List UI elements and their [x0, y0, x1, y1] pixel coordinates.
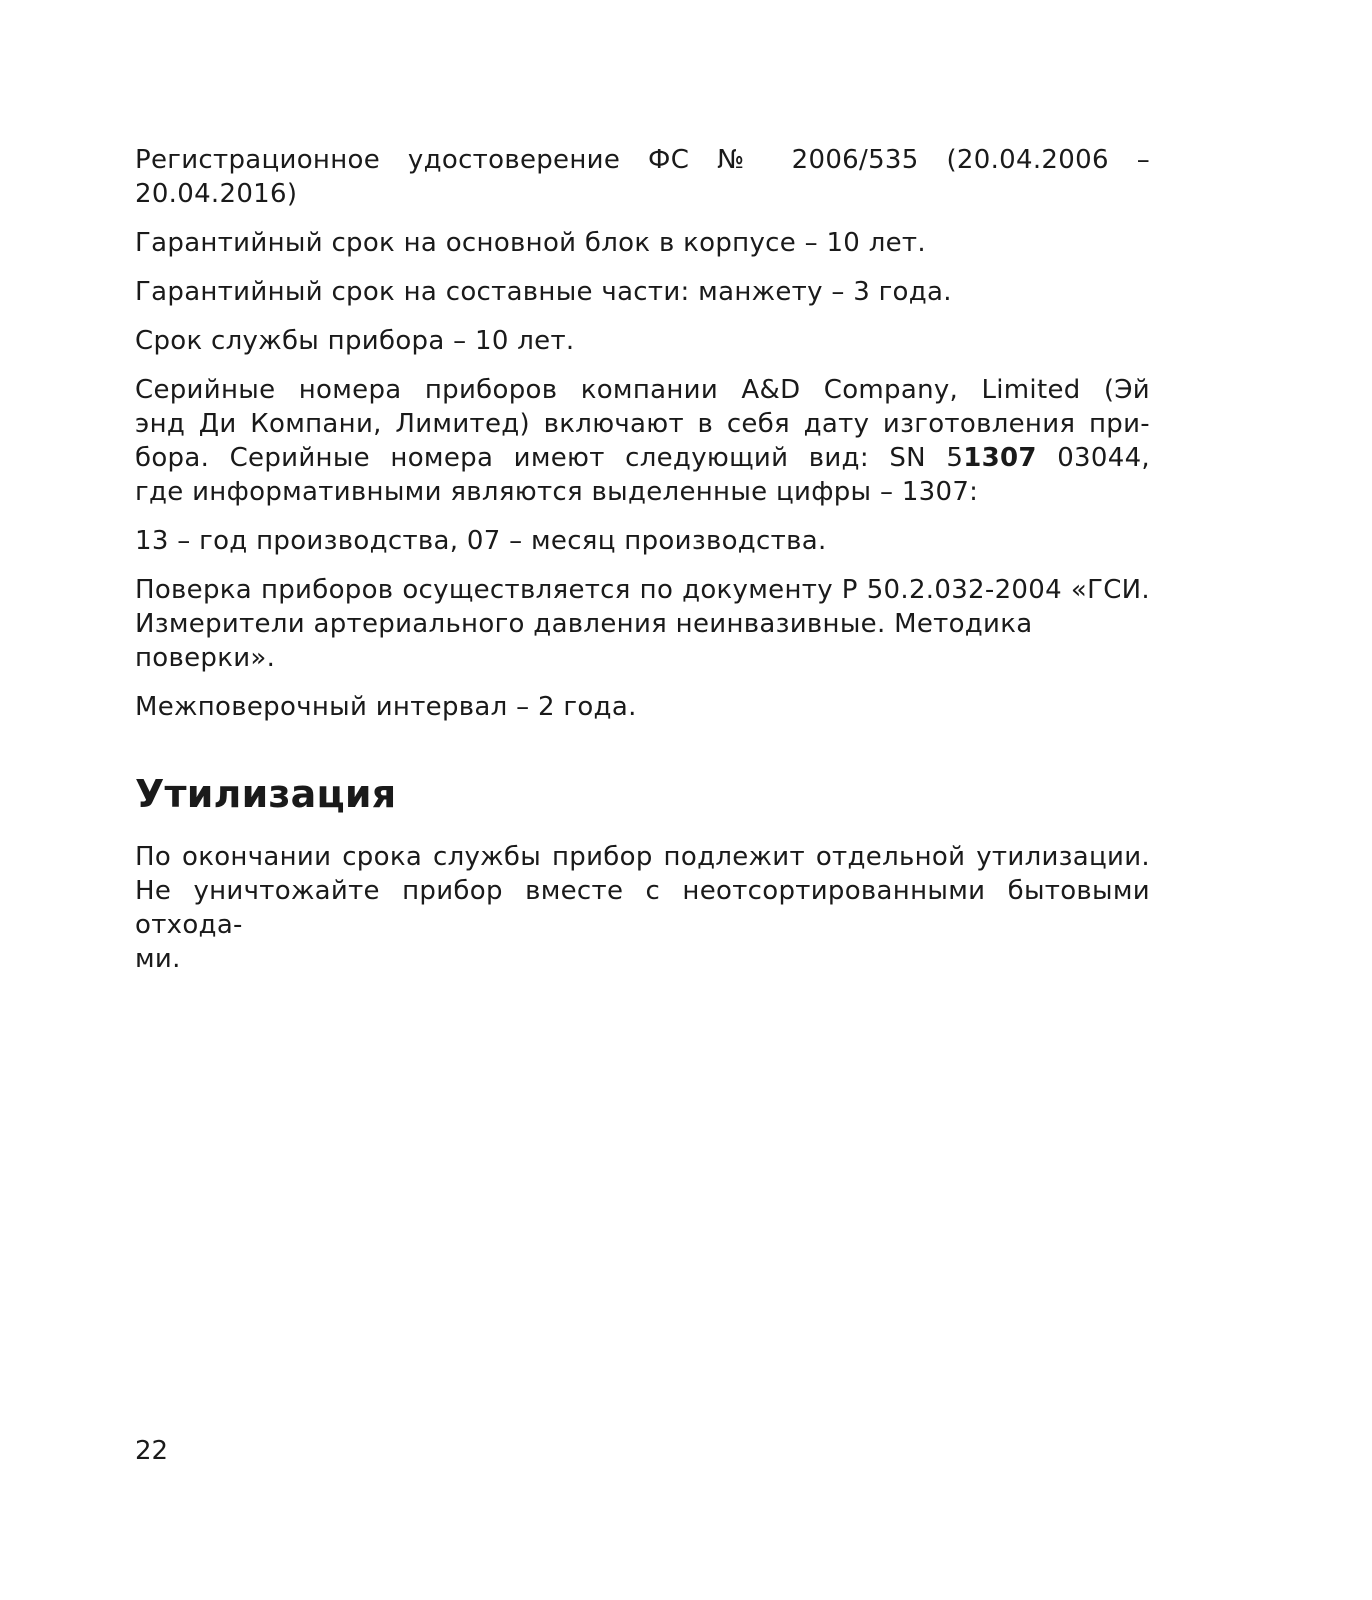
verification-line-1: Поверка приборов осуществляется по документу Р 50.2.032-2004 «ГСИ. — [135, 575, 1150, 605]
disposal-line-2: Не уничтожайте прибор вместе с неотсортированными бытовыми отхода- — [135, 876, 1150, 940]
serial-line-4: где информативными являются выделенные цифры – 1307: — [135, 477, 979, 507]
service-life-paragraph: Срок службы прибора – 10 лет. — [135, 326, 575, 356]
disposal-line-3: ми. — [135, 944, 181, 974]
serial-number-paragraph — [135, 373, 1150, 509]
serial-line-3-post: 03044, — [1036, 443, 1150, 473]
serial-line-3 — [135, 441, 1150, 475]
document-body — [135, 143, 1150, 739]
page-number: 22 — [135, 1436, 169, 1466]
registration-paragraph — [135, 143, 1150, 211]
verification-paragraph — [135, 573, 1150, 675]
verification-line-2: Измерители артериального давления неинвазивные. Методика поверки». — [135, 609, 1033, 673]
interval-paragraph: Межповерочный интервал – 2 года. — [135, 692, 637, 722]
disposal-line-1: По окончании срока службы прибор подлежит отдельной утилизации. — [135, 842, 1150, 872]
disposal-section — [135, 840, 1150, 991]
disposal-heading: Утилизация — [135, 772, 397, 816]
warranty-parts-paragraph: Гарантийный срок на составные части: манжету – 3 года. — [135, 277, 952, 307]
serial-line-3-pre: бора. Серийные номера имеют следующий вид: SN 5 — [135, 443, 964, 473]
disposal-paragraph — [135, 840, 1150, 976]
year-month-paragraph: 13 – год производства, 07 – месяц производства. — [135, 526, 827, 556]
serial-line-2: энд Ди Компани, Лимитед) включают в себя дату изготовления при- — [135, 409, 1150, 439]
serial-line-1: Серийные номера приборов компании A&D Company, Limited (Эй — [135, 375, 1150, 405]
serial-highlight: 1307 — [963, 443, 1037, 473]
registration-line-1: Регистрационное удостоверение ФС № 2006/535 (20.04.2006 – — [135, 145, 1150, 175]
registration-line-2: 20.04.2016) — [135, 179, 298, 209]
warranty-block-paragraph: Гарантийный срок на основной блок в корпусе – 10 лет. — [135, 228, 926, 258]
